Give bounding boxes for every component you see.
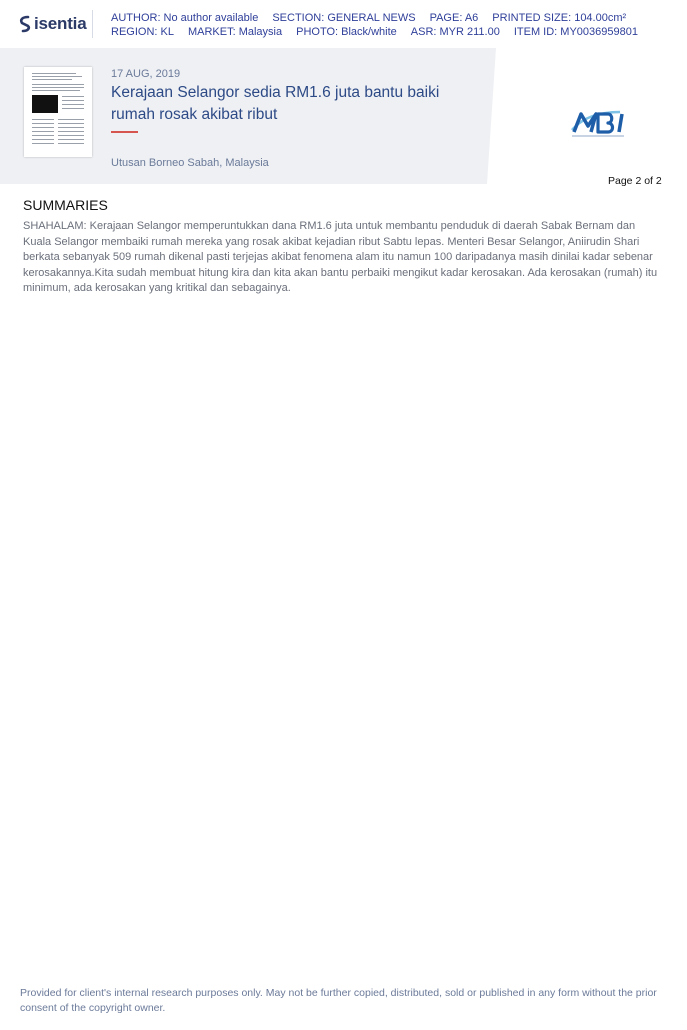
meta-printed-size: PRINTED SIZE: 104.00cm² xyxy=(492,12,627,24)
accent-rule xyxy=(111,131,138,133)
article-source: Utusan Borneo Sabah, Malaysia xyxy=(111,157,269,169)
article-thumbnail[interactable] xyxy=(24,67,92,157)
mbi-logo-icon xyxy=(568,106,643,140)
brand-name: isentia xyxy=(34,14,87,33)
meta-section: SECTION: GENERAL NEWS xyxy=(272,12,416,24)
summaries-heading: SUMMARIES xyxy=(23,197,108,213)
meta-item-id: ITEM ID: MY0036959801 xyxy=(513,26,638,38)
meta-row-1 xyxy=(111,11,652,25)
meta-photo: PHOTO: Black/white xyxy=(296,26,397,38)
meta-region: REGION: KL xyxy=(111,26,174,38)
meta-info xyxy=(111,11,652,39)
thumbnail-photo xyxy=(32,95,58,113)
meta-market: MARKET: Malaysia xyxy=(187,26,283,38)
article-date: 17 AUG, 2019 xyxy=(111,68,181,80)
report-header xyxy=(0,0,687,48)
meta-page: PAGE: A6 xyxy=(429,12,479,24)
meta-row-2 xyxy=(111,25,652,39)
meta-author: AUTHOR: No author available xyxy=(111,12,259,24)
article-headline[interactable]: Kerajaan Selangor sedia RM1.6 juta bantu baiki rumah rosak akibat ribut xyxy=(111,84,440,123)
isentia-logo xyxy=(18,14,86,34)
meta-asr: ASR: MYR 211.00 xyxy=(410,26,500,38)
page-number: Page 2 of 2 xyxy=(608,175,662,187)
summaries-body: SHAHALAM: Kerajaan Selangor memperuntukkan dana RM1.6 juta untuk membantu penduduk di daerah Sabak Bernam dan Kuala Selangor membaiki rumah mereka yang rosak akibat kejadian ribut Sabtu lepas. Menteri Besar Selangor, Aniirudin Shari berkata sebanyak 509 rumah dikenal pasti terjejas akibat fenomena alam itu namun 100 daripadanya masih dinilai kadar sebenar kerosakannya.Kita sudah membuat hitung kira dan kita akan bantu perbaiki mengikut kadar kerosakan. Ada kerosakan (rumah) itu minimum, ada kerosakan yang kritikal dan sebagainya. xyxy=(23,220,658,294)
copyright-footer: Provided for client's internal research purposes only. May not be further copied, distributed, sold or published in any form without the prior consent of the copyright owner. xyxy=(20,987,657,1014)
isentia-mark-icon xyxy=(18,15,32,33)
header-divider xyxy=(92,10,93,38)
